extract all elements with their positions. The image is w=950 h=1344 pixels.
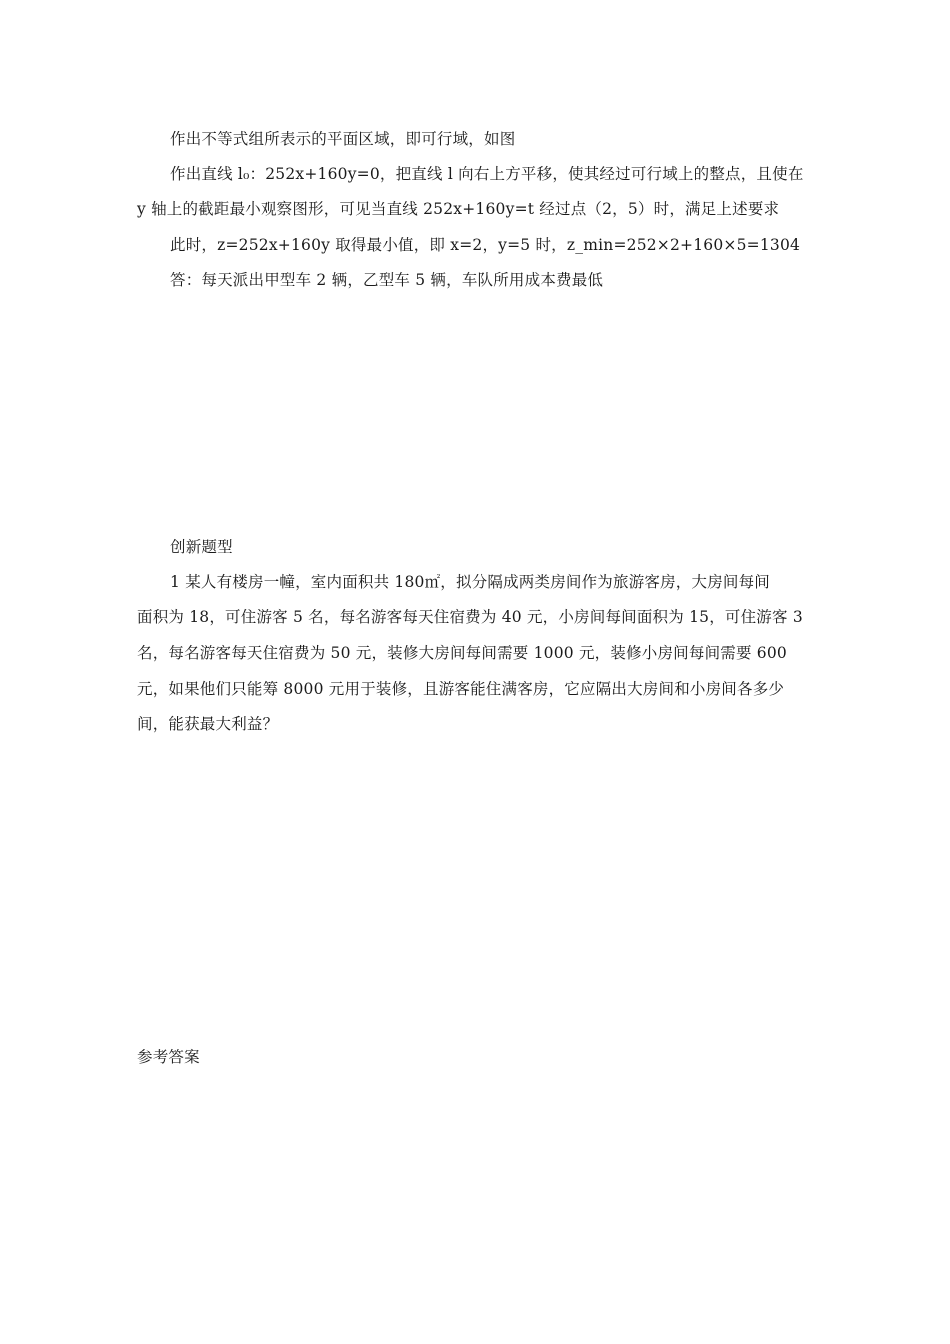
answer-line: 答：每天派出甲型车 2 辆，乙型车 5 辆，车队所用成本费最低 — [170, 271, 604, 289]
problem-line-1: 1 某人有楼房一幢，室内面积共 180㎡，拟分隔成两类房间作为旅游客房，大房间每间 — [170, 573, 771, 591]
solution-line-2: 作出直线 l₀：252x+160y=0，把直线 l 向右上方平移，使其经过可行域上的整点，且使在 — [170, 165, 804, 183]
solution-line-1: 作出不等式组所表示的平面区域，即可行域，如图 — [170, 130, 516, 148]
reference-heading: 参考答案 — [137, 1048, 200, 1066]
problem-line-2: 面积为 18，可住游客 5 名，每名游客每天住宿费为 40 元，小房间每间面积为 15，可住游客 3 — [137, 608, 803, 626]
solution-line-4: 此时，z=252x+160y 取得最小值，即 x=2，y=5 时，z_min=252×2+160×5=1304 — [170, 236, 801, 254]
problem-line-4: 元，如果他们只能筹 8000 元用于装修，且游客能住满客房，它应隔出大房间和小房间各多少 — [137, 680, 785, 698]
problem-line-5: 间，能获最大利益？ — [137, 715, 279, 733]
problem-line-3: 名，每名游客每天住宿费为 50 元，装修大房间每间需要 1000 元，装修小房间每间需要 600 — [137, 644, 787, 662]
solution-line-3: y 轴上的截距最小观察图形，可见当直线 252x+160y=t 经过点（2，5）时，满足上述要求 — [137, 200, 780, 218]
innovation-heading: 创新题型 — [170, 538, 233, 556]
